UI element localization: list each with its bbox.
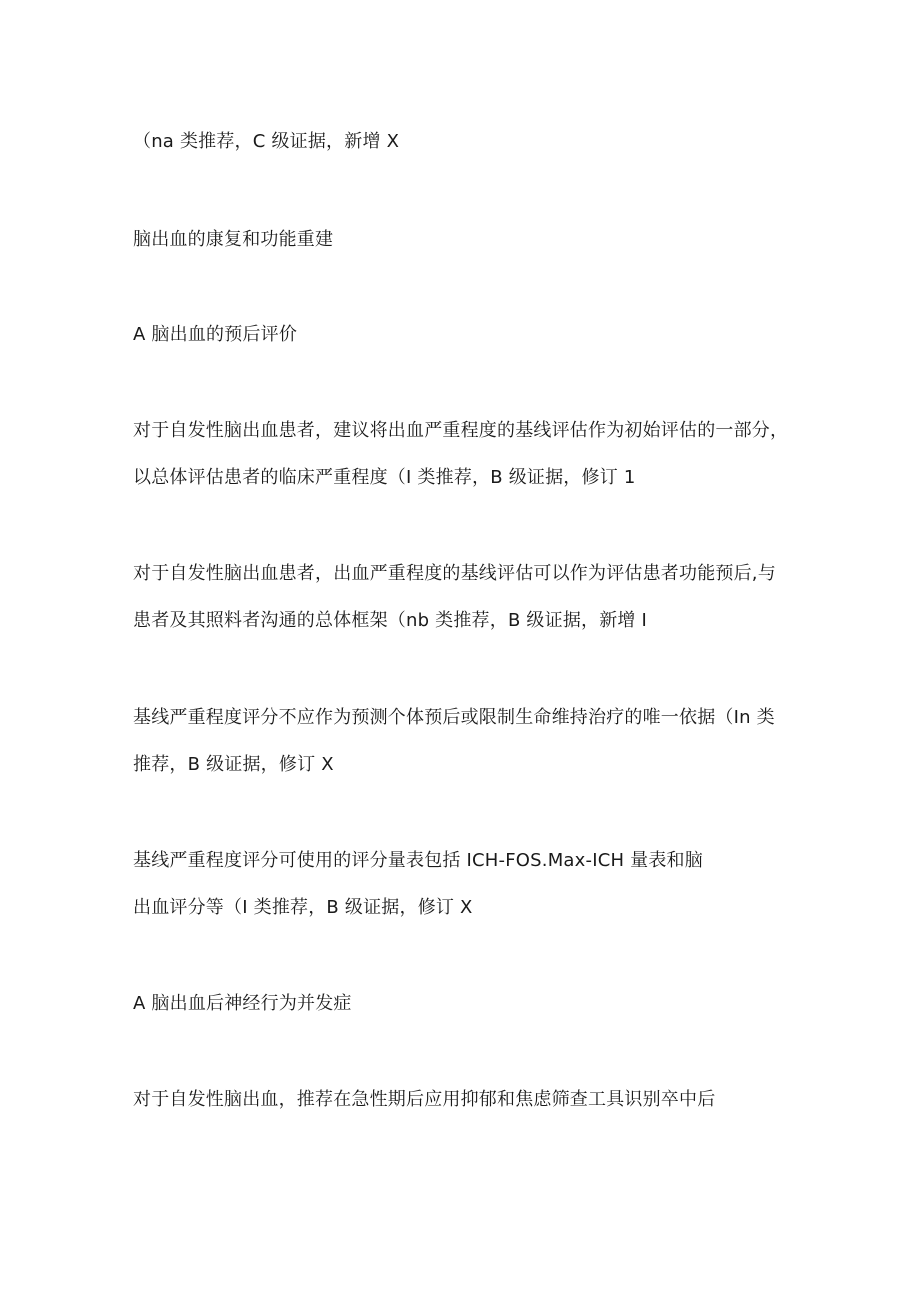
paragraph-1-line-2: 以总体评估患者的临床严重程度（I 类推荐，B 级证据，修订 1 — [133, 467, 636, 488]
paragraph-3-line-1: 基线严重程度评分不应作为预测个体预后或限制生命维持治疗的唯一依据（In 类 — [133, 707, 775, 728]
subsection-heading-prognosis: A 脑出血的预后评价 — [133, 324, 298, 345]
paragraph-4-line-2: 出血评分等（I 类推荐，B 级证据，修订 X — [133, 897, 473, 918]
section-heading-rehabilitation: 脑出血的康复和功能重建 — [133, 229, 334, 250]
subsection-heading-neurobehavioral: A 脑出血后神经行为并发症 — [133, 993, 352, 1014]
recommendation-tail-line: （na 类推荐，C 级证据，新增 X — [133, 131, 400, 152]
paragraph-2-line-2: 患者及其照料者沟通的总体框架（nb 类推荐，B 级证据，新增 I — [133, 610, 648, 631]
paragraph-1-line-1: 对于自发性脑出血患者，建议将出血严重程度的基线评估作为初始评估的一部分， — [133, 420, 789, 441]
paragraph-3-line-2: 推荐，B 级证据，修订 X — [133, 754, 334, 775]
paragraph-4-line-1: 基线严重程度评分可使用的评分量表包括 ICH-FOS.Max-ICH 量表和脑 — [133, 850, 703, 871]
paragraph-5-line-1: 对于自发性脑出血，推荐在急性期后应用抑郁和焦虑筛查工具识别卒中后 — [133, 1089, 716, 1110]
paragraph-2-line-1: 对于自发性脑出血患者，出血严重程度的基线评估可以作为评估患者功能预后,与 — [133, 563, 776, 584]
